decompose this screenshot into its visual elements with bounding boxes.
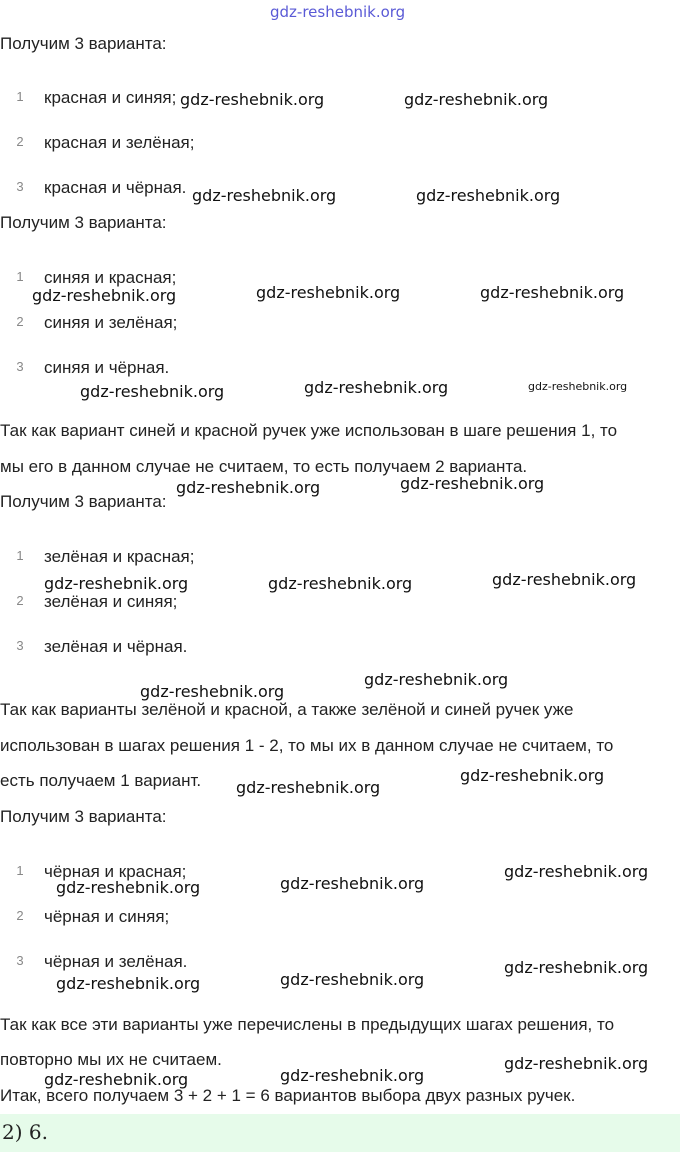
list-item-number: 2 bbox=[16, 908, 24, 923]
watermark: gdz-reshebnik.org bbox=[280, 874, 425, 893]
answer-text: 2) 6. bbox=[2, 1120, 48, 1144]
watermark: gdz-reshebnik.org bbox=[56, 974, 201, 993]
watermark: gdz-reshebnik.org bbox=[528, 380, 628, 393]
watermark: gdz-reshebnik.org bbox=[504, 958, 649, 977]
block4-note-line2: повторно мы их не считаем. bbox=[0, 1050, 222, 1069]
watermark: gdz-reshebnik.org bbox=[176, 478, 321, 497]
site-watermark: gdz-reshebnik.org bbox=[270, 3, 406, 21]
list-item-text: зелёная и синяя; bbox=[44, 592, 178, 611]
list-item bbox=[10, 88, 176, 108]
list-item bbox=[10, 358, 169, 378]
watermark: gdz-reshebnik.org bbox=[504, 862, 649, 881]
watermark: gdz-reshebnik.org bbox=[280, 970, 425, 989]
list-item-number: 3 bbox=[16, 179, 24, 194]
list-item-text: чёрная и красная; bbox=[44, 862, 187, 881]
list-item-number: 1 bbox=[16, 863, 24, 878]
list-item-text: синяя и красная; bbox=[44, 268, 177, 287]
block3-intro: Получим 3 варианта: bbox=[0, 492, 167, 511]
list-item bbox=[10, 313, 177, 333]
watermark: gdz-reshebnik.org bbox=[480, 283, 625, 302]
list-item-text: зелёная и чёрная. bbox=[44, 637, 188, 656]
watermark: gdz-reshebnik.org bbox=[504, 1054, 649, 1073]
list-item-number: 3 bbox=[16, 638, 24, 653]
block2-intro: Получим 3 варианта: bbox=[0, 213, 167, 232]
list-item-text: зелёная и красная; bbox=[44, 547, 195, 566]
list-item bbox=[10, 133, 194, 153]
block3-note-line1: Так как варианты зелёной и красной, а также зелёной и синей ручек уже bbox=[0, 700, 574, 719]
block3-note-line3: есть получаем 1 вариант. bbox=[0, 771, 202, 790]
watermark: gdz-reshebnik.org bbox=[400, 474, 545, 493]
watermark: gdz-reshebnik.org bbox=[460, 766, 605, 785]
summary-line: Итак, всего получаем 3 + 2 + 1 = 6 вариантов выбора двух разных ручек. bbox=[0, 1086, 576, 1105]
list-item bbox=[10, 547, 194, 567]
watermark: gdz-reshebnik.org bbox=[44, 1070, 189, 1089]
watermark: gdz-reshebnik.org bbox=[140, 682, 285, 701]
watermark: gdz-reshebnik.org bbox=[180, 90, 325, 109]
watermark: gdz-reshebnik.org bbox=[268, 574, 413, 593]
list-item-number: 3 bbox=[16, 359, 24, 374]
list-item bbox=[10, 907, 169, 927]
list-item-text: красная и зелёная; bbox=[44, 133, 195, 152]
list-item bbox=[10, 268, 176, 288]
list-item-number: 1 bbox=[16, 548, 24, 563]
list-item-text: синяя и зелёная; bbox=[44, 313, 178, 332]
watermark: gdz-reshebnik.org bbox=[416, 186, 561, 205]
list-item bbox=[10, 637, 187, 657]
block4-note-line1: Так как все эти варианты уже перечислены в предыдущих шагах решения, то bbox=[0, 1015, 615, 1034]
block4-intro: Получим 3 варианта: bbox=[0, 807, 167, 826]
list-item-number: 1 bbox=[16, 89, 24, 104]
list-item-text: чёрная и синяя; bbox=[44, 907, 170, 926]
list-item bbox=[10, 592, 177, 612]
watermark: gdz-reshebnik.org bbox=[256, 283, 401, 302]
list-item-number: 3 bbox=[16, 953, 24, 968]
block2-note-line1: Так как вариант синей и красной ручек уже использован в шаге решения 1, то bbox=[0, 421, 618, 440]
list-item bbox=[10, 178, 186, 198]
watermark: gdz-reshebnik.org bbox=[32, 286, 177, 305]
watermark: gdz-reshebnik.org bbox=[280, 1066, 425, 1085]
watermark: gdz-reshebnik.org bbox=[56, 878, 201, 897]
watermark: gdz-reshebnik.org bbox=[192, 186, 337, 205]
watermark: gdz-reshebnik.org bbox=[236, 778, 381, 797]
list-item-text: красная и синяя; bbox=[44, 88, 177, 107]
block3-note-line2: использован в шагах решения 1 - 2, то мы их в данном случае не считаем, то bbox=[0, 736, 614, 755]
list-item-text: синяя и чёрная. bbox=[44, 358, 170, 377]
list-item-number: 2 bbox=[16, 593, 24, 608]
list-item-number: 2 bbox=[16, 314, 24, 329]
list-item bbox=[10, 952, 187, 972]
block1-intro: Получим 3 варианта: bbox=[0, 34, 167, 53]
watermark: gdz-reshebnik.org bbox=[492, 570, 637, 589]
answer-box bbox=[0, 1114, 680, 1152]
watermark: gdz-reshebnik.org bbox=[304, 378, 449, 397]
watermark: gdz-reshebnik.org bbox=[364, 670, 509, 689]
watermark: gdz-reshebnik.org bbox=[44, 574, 189, 593]
watermark: gdz-reshebnik.org bbox=[80, 382, 225, 401]
watermark: gdz-reshebnik.org bbox=[404, 90, 549, 109]
list-item-number: 2 bbox=[16, 134, 24, 149]
list-item-text: красная и чёрная. bbox=[44, 178, 187, 197]
list-item-text: чёрная и зелёная. bbox=[44, 952, 188, 971]
list-item-number: 1 bbox=[16, 269, 24, 284]
block2-note-line2: мы его в данном случае не считаем, то есть получаем 2 варианта. bbox=[0, 457, 528, 476]
